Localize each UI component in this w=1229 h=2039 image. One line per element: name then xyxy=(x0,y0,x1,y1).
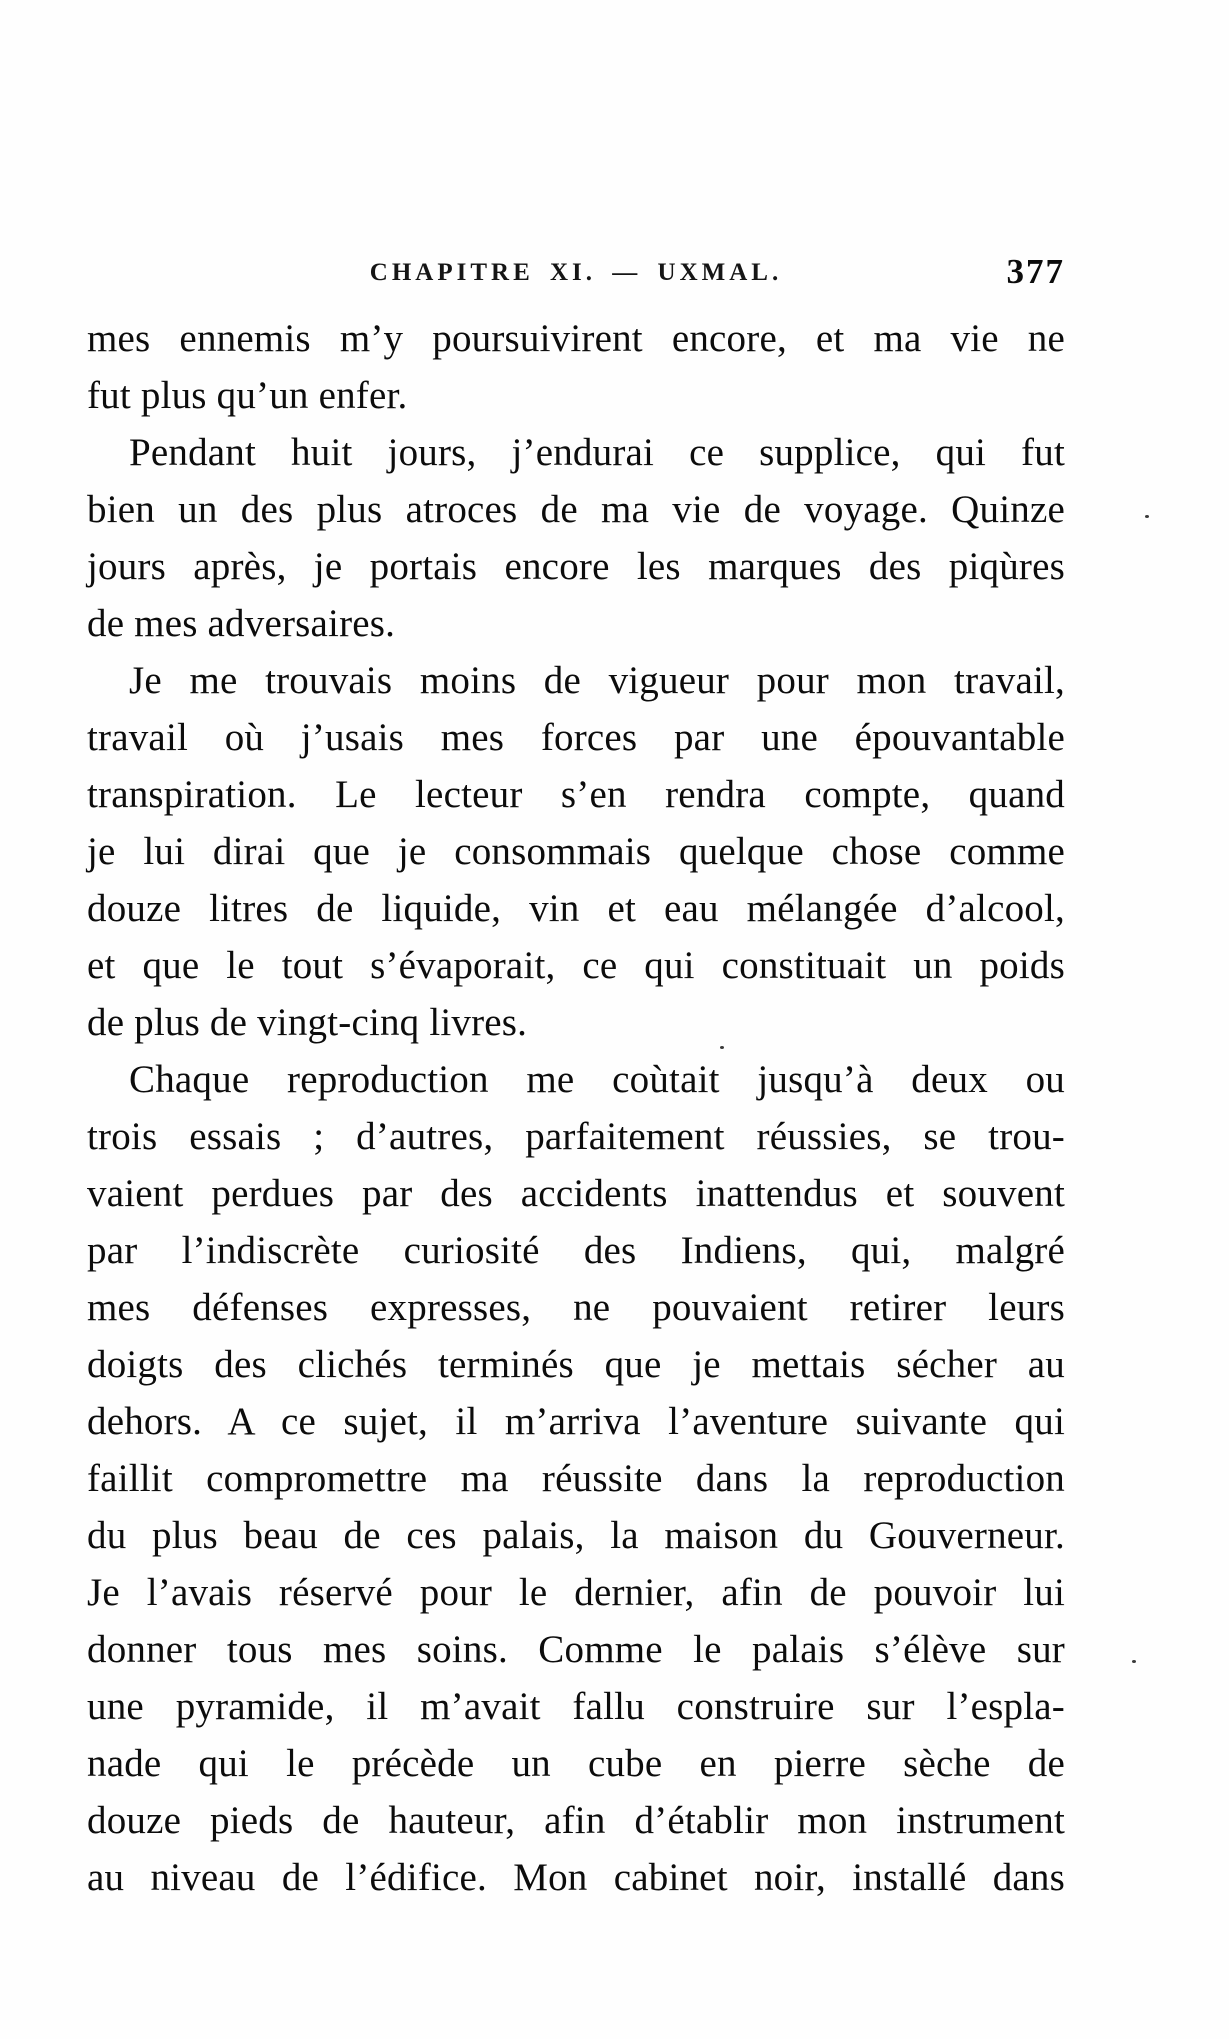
text-line: Pendant huit jours, j’endurai ce supplice, qui fut xyxy=(129,431,1065,474)
text-line: bien un des plus atroces de ma vie de voyage. Quinze xyxy=(87,488,1065,531)
text-line: au niveau de l’édifice. Mon cabinet noir, installé dans xyxy=(87,1856,1065,1899)
text-line: et que le tout s’évaporait, ce qui constituait un poids xyxy=(87,944,1065,987)
running-head xyxy=(87,252,1065,292)
text-line: transpiration. Le lecteur s’en rendra compte, quand xyxy=(87,773,1065,816)
text-line: nade qui le précède un cube en pierre sèche de xyxy=(87,1742,1065,1785)
text-line: fut plus qu’un enfer. xyxy=(87,374,408,417)
text-line: je lui dirai que je consommais quelque chose comme xyxy=(87,830,1065,873)
text-line: douze pieds de hauteur, afin d’établir mon instrument xyxy=(87,1799,1065,1842)
text-line: trois essais ; d’autres, parfaitement réussies, se trou- xyxy=(87,1115,1065,1158)
text-line: faillit compromettre ma réussite dans la reproduction xyxy=(87,1457,1065,1500)
text-line: de plus de vingt-cinq livres. xyxy=(87,1001,528,1044)
text-line: dehors. A ce sujet, il m’arriva l’aventure suivante qui xyxy=(87,1400,1065,1443)
scan-speck xyxy=(1145,515,1149,518)
page-number: 377 xyxy=(1006,252,1065,291)
paragraph xyxy=(87,310,1065,424)
chapter-title: CHAPITRE XI. — UXMAL. xyxy=(369,259,783,286)
paragraph xyxy=(87,1051,1065,1906)
text-line: Je l’avais réservé pour le dernier, afin de pouvoir lui xyxy=(87,1571,1065,1614)
text-line: jours après, je portais encore les marques des piqùres xyxy=(87,545,1065,588)
text-line: une pyramide, il m’avait fallu construire sur l’espla- xyxy=(87,1685,1065,1728)
scan-speck xyxy=(720,1046,724,1049)
scan-speck xyxy=(1132,1660,1136,1663)
text-line: Je me trouvais moins de vigueur pour mon travail, xyxy=(129,659,1065,702)
text-line: Chaque reproduction me coùtait jusqu’à deux ou xyxy=(129,1058,1065,1101)
text-line: vaient perdues par des accidents inattendus et souvent xyxy=(87,1172,1065,1215)
text-line: mes défenses expresses, ne pouvaient retirer leurs xyxy=(87,1286,1065,1329)
text-line: doigts des clichés terminés que je mettais sécher au xyxy=(87,1343,1065,1386)
paragraph xyxy=(87,424,1065,652)
text-line: donner tous mes soins. Comme le palais s’élève sur xyxy=(87,1628,1065,1671)
text-line: de mes adversaires. xyxy=(87,602,396,645)
text-line: du plus beau de ces palais, la maison du Gouverneur. xyxy=(87,1514,1065,1557)
text-line: douze litres de liquide, vin et eau mélangée d’alcool, xyxy=(87,887,1065,930)
paragraph xyxy=(87,652,1065,1051)
page-body xyxy=(87,310,1065,1906)
text-line: travail où j’usais mes forces par une épouvantable xyxy=(87,716,1065,759)
text-line: par l’indiscrète curiosité des Indiens, qui, malgré xyxy=(87,1229,1065,1272)
text-line: mes ennemis m’y poursuivirent encore, et ma vie ne xyxy=(87,317,1065,360)
